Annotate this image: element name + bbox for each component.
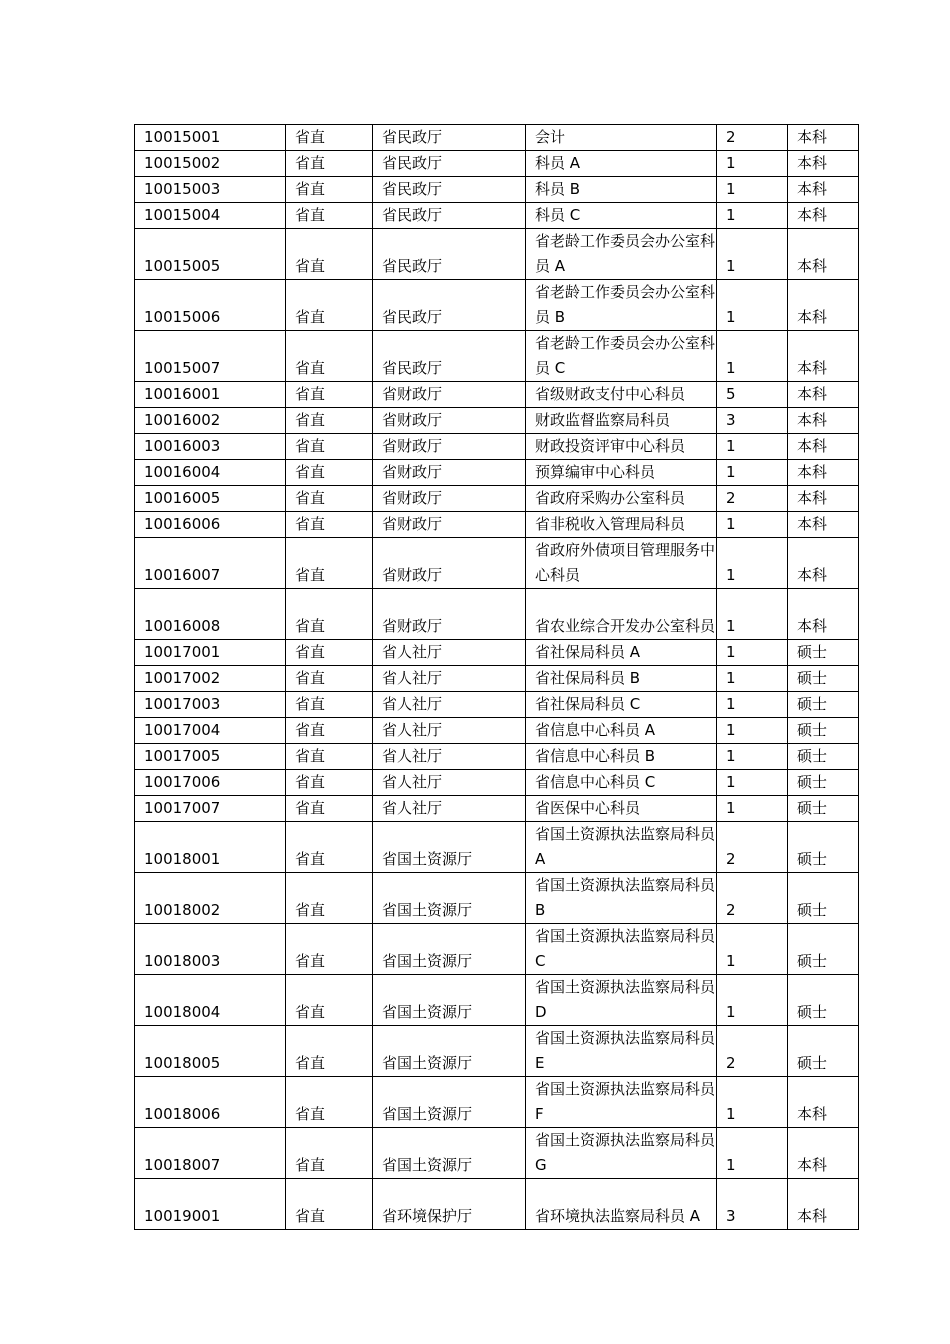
table-row bbox=[135, 229, 859, 280]
job-code-cell: 10016008 bbox=[135, 589, 286, 640]
table-row bbox=[135, 796, 859, 822]
hiring-count-cell: 3 bbox=[717, 1179, 788, 1230]
job-code-cell: 10016005 bbox=[135, 486, 286, 512]
unit-name-cell: 省财政厅 bbox=[373, 460, 526, 486]
position-name-cell: 财政投资评审中心科员 bbox=[526, 434, 717, 460]
position-name-cell: 省政府采购办公室科员 bbox=[526, 486, 717, 512]
job-code-cell: 10017002 bbox=[135, 666, 286, 692]
education-cell: 本科 bbox=[788, 1077, 859, 1128]
table-row bbox=[135, 975, 859, 1026]
education-cell: 硕士 bbox=[788, 796, 859, 822]
education-cell: 硕士 bbox=[788, 822, 859, 873]
hiring-count-cell: 2 bbox=[717, 125, 788, 151]
job-code-cell: 10017001 bbox=[135, 640, 286, 666]
position-name-cell: 省医保中心科员 bbox=[526, 796, 717, 822]
unit-name-cell: 省人社厅 bbox=[373, 796, 526, 822]
unit-name-cell: 省民政厅 bbox=[373, 125, 526, 151]
job-code-cell: 10016004 bbox=[135, 460, 286, 486]
job-code-cell: 10016006 bbox=[135, 512, 286, 538]
department-level-cell: 省直 bbox=[286, 203, 373, 229]
hiring-count-cell: 1 bbox=[717, 538, 788, 589]
unit-name-cell: 省财政厅 bbox=[373, 486, 526, 512]
education-cell: 本科 bbox=[788, 486, 859, 512]
job-code-cell: 10019001 bbox=[135, 1179, 286, 1230]
hiring-count-cell: 1 bbox=[717, 770, 788, 796]
table-row bbox=[135, 434, 859, 460]
position-name-cell: 省社保局科员 A bbox=[526, 640, 717, 666]
department-level-cell: 省直 bbox=[286, 770, 373, 796]
table-row bbox=[135, 1026, 859, 1077]
positions-table bbox=[134, 124, 859, 1230]
table-row bbox=[135, 125, 859, 151]
position-name-cell: 省信息中心科员 A bbox=[526, 718, 717, 744]
education-cell: 本科 bbox=[788, 434, 859, 460]
position-name-cell: 科员 C bbox=[526, 203, 717, 229]
department-level-cell: 省直 bbox=[286, 486, 373, 512]
job-code-cell: 10015004 bbox=[135, 203, 286, 229]
education-cell: 硕士 bbox=[788, 744, 859, 770]
table-row bbox=[135, 589, 859, 640]
job-code-cell: 10018004 bbox=[135, 975, 286, 1026]
position-name-cell: 科员 A bbox=[526, 151, 717, 177]
table-row bbox=[135, 1128, 859, 1179]
hiring-count-cell: 1 bbox=[717, 975, 788, 1026]
department-level-cell: 省直 bbox=[286, 924, 373, 975]
hiring-count-cell: 2 bbox=[717, 873, 788, 924]
job-code-cell: 10018005 bbox=[135, 1026, 286, 1077]
job-code-cell: 10016002 bbox=[135, 408, 286, 434]
job-code-cell: 10015001 bbox=[135, 125, 286, 151]
table-row bbox=[135, 408, 859, 434]
position-name-cell: 省老龄工作委员会办公室科员 C bbox=[526, 331, 717, 382]
job-code-cell: 10015007 bbox=[135, 331, 286, 382]
unit-name-cell: 省民政厅 bbox=[373, 203, 526, 229]
hiring-count-cell: 2 bbox=[717, 1026, 788, 1077]
unit-name-cell: 省环境保护厅 bbox=[373, 1179, 526, 1230]
table-row bbox=[135, 460, 859, 486]
table-row bbox=[135, 1077, 859, 1128]
education-cell: 本科 bbox=[788, 125, 859, 151]
table-body bbox=[135, 125, 859, 1230]
hiring-count-cell: 5 bbox=[717, 382, 788, 408]
hiring-count-cell: 1 bbox=[717, 151, 788, 177]
hiring-count-cell: 1 bbox=[717, 796, 788, 822]
unit-name-cell: 省人社厅 bbox=[373, 744, 526, 770]
education-cell: 硕士 bbox=[788, 975, 859, 1026]
department-level-cell: 省直 bbox=[286, 229, 373, 280]
education-cell: 硕士 bbox=[788, 873, 859, 924]
table-row bbox=[135, 538, 859, 589]
education-cell: 硕士 bbox=[788, 666, 859, 692]
table-row bbox=[135, 203, 859, 229]
table-row bbox=[135, 718, 859, 744]
education-cell: 本科 bbox=[788, 1128, 859, 1179]
position-name-cell: 省社保局科员 B bbox=[526, 666, 717, 692]
education-cell: 本科 bbox=[788, 589, 859, 640]
hiring-count-cell: 2 bbox=[717, 822, 788, 873]
unit-name-cell: 省财政厅 bbox=[373, 512, 526, 538]
position-name-cell: 省社保局科员 C bbox=[526, 692, 717, 718]
department-level-cell: 省直 bbox=[286, 589, 373, 640]
education-cell: 本科 bbox=[788, 203, 859, 229]
department-level-cell: 省直 bbox=[286, 1077, 373, 1128]
hiring-count-cell: 1 bbox=[717, 203, 788, 229]
unit-name-cell: 省财政厅 bbox=[373, 408, 526, 434]
unit-name-cell: 省民政厅 bbox=[373, 331, 526, 382]
education-cell: 本科 bbox=[788, 177, 859, 203]
job-code-cell: 10017005 bbox=[135, 744, 286, 770]
position-name-cell: 省国土资源执法监察局科员 C bbox=[526, 924, 717, 975]
unit-name-cell: 省财政厅 bbox=[373, 382, 526, 408]
hiring-count-cell: 1 bbox=[717, 666, 788, 692]
job-code-cell: 10017003 bbox=[135, 692, 286, 718]
table-row bbox=[135, 177, 859, 203]
position-name-cell: 省国土资源执法监察局科员 E bbox=[526, 1026, 717, 1077]
unit-name-cell: 省民政厅 bbox=[373, 177, 526, 203]
job-code-cell: 10016003 bbox=[135, 434, 286, 460]
position-name-cell: 科员 B bbox=[526, 177, 717, 203]
hiring-count-cell: 1 bbox=[717, 177, 788, 203]
unit-name-cell: 省国土资源厅 bbox=[373, 873, 526, 924]
table-row bbox=[135, 486, 859, 512]
department-level-cell: 省直 bbox=[286, 822, 373, 873]
table-row bbox=[135, 280, 859, 331]
position-name-cell: 财政监督监察局科员 bbox=[526, 408, 717, 434]
department-level-cell: 省直 bbox=[286, 538, 373, 589]
table-row bbox=[135, 873, 859, 924]
position-name-cell: 省国土资源执法监察局科员 B bbox=[526, 873, 717, 924]
hiring-count-cell: 1 bbox=[717, 331, 788, 382]
unit-name-cell: 省财政厅 bbox=[373, 589, 526, 640]
job-code-cell: 10018007 bbox=[135, 1128, 286, 1179]
job-code-cell: 10018002 bbox=[135, 873, 286, 924]
education-cell: 硕士 bbox=[788, 770, 859, 796]
hiring-count-cell: 1 bbox=[717, 434, 788, 460]
position-name-cell: 预算编审中心科员 bbox=[526, 460, 717, 486]
education-cell: 硕士 bbox=[788, 692, 859, 718]
position-name-cell: 省国土资源执法监察局科员 F bbox=[526, 1077, 717, 1128]
department-level-cell: 省直 bbox=[286, 408, 373, 434]
position-name-cell: 省国土资源执法监察局科员 G bbox=[526, 1128, 717, 1179]
department-level-cell: 省直 bbox=[286, 640, 373, 666]
department-level-cell: 省直 bbox=[286, 125, 373, 151]
job-code-cell: 10015005 bbox=[135, 229, 286, 280]
department-level-cell: 省直 bbox=[286, 666, 373, 692]
unit-name-cell: 省国土资源厅 bbox=[373, 1026, 526, 1077]
education-cell: 本科 bbox=[788, 408, 859, 434]
table-row bbox=[135, 692, 859, 718]
hiring-count-cell: 1 bbox=[717, 718, 788, 744]
education-cell: 本科 bbox=[788, 460, 859, 486]
table-row bbox=[135, 666, 859, 692]
table-row bbox=[135, 770, 859, 796]
education-cell: 本科 bbox=[788, 382, 859, 408]
job-code-cell: 10016007 bbox=[135, 538, 286, 589]
position-name-cell: 省环境执法监察局科员 A bbox=[526, 1179, 717, 1230]
hiring-count-cell: 1 bbox=[717, 280, 788, 331]
table-row bbox=[135, 512, 859, 538]
job-code-cell: 10015006 bbox=[135, 280, 286, 331]
position-name-cell: 省老龄工作委员会办公室科员 A bbox=[526, 229, 717, 280]
education-cell: 硕士 bbox=[788, 718, 859, 744]
position-name-cell: 省信息中心科员 B bbox=[526, 744, 717, 770]
department-level-cell: 省直 bbox=[286, 177, 373, 203]
department-level-cell: 省直 bbox=[286, 151, 373, 177]
hiring-count-cell: 1 bbox=[717, 640, 788, 666]
department-level-cell: 省直 bbox=[286, 796, 373, 822]
job-code-cell: 10018006 bbox=[135, 1077, 286, 1128]
position-name-cell: 省政府外债项目管理服务中心科员 bbox=[526, 538, 717, 589]
hiring-count-cell: 1 bbox=[717, 692, 788, 718]
department-level-cell: 省直 bbox=[286, 382, 373, 408]
unit-name-cell: 省人社厅 bbox=[373, 718, 526, 744]
education-cell: 本科 bbox=[788, 280, 859, 331]
education-cell: 硕士 bbox=[788, 640, 859, 666]
unit-name-cell: 省财政厅 bbox=[373, 538, 526, 589]
table-row bbox=[135, 151, 859, 177]
unit-name-cell: 省财政厅 bbox=[373, 434, 526, 460]
unit-name-cell: 省国土资源厅 bbox=[373, 1128, 526, 1179]
department-level-cell: 省直 bbox=[286, 1128, 373, 1179]
department-level-cell: 省直 bbox=[286, 460, 373, 486]
department-level-cell: 省直 bbox=[286, 331, 373, 382]
education-cell: 本科 bbox=[788, 229, 859, 280]
education-cell: 本科 bbox=[788, 151, 859, 177]
position-name-cell: 省国土资源执法监察局科员 D bbox=[526, 975, 717, 1026]
department-level-cell: 省直 bbox=[286, 512, 373, 538]
table-row bbox=[135, 822, 859, 873]
unit-name-cell: 省民政厅 bbox=[373, 229, 526, 280]
unit-name-cell: 省国土资源厅 bbox=[373, 822, 526, 873]
table-row bbox=[135, 382, 859, 408]
table-row bbox=[135, 1179, 859, 1230]
education-cell: 本科 bbox=[788, 538, 859, 589]
job-code-cell: 10016001 bbox=[135, 382, 286, 408]
education-cell: 本科 bbox=[788, 331, 859, 382]
department-level-cell: 省直 bbox=[286, 1179, 373, 1230]
position-name-cell: 省老龄工作委员会办公室科员 B bbox=[526, 280, 717, 331]
unit-name-cell: 省人社厅 bbox=[373, 640, 526, 666]
education-cell: 本科 bbox=[788, 512, 859, 538]
hiring-count-cell: 1 bbox=[717, 512, 788, 538]
hiring-count-cell: 1 bbox=[717, 229, 788, 280]
department-level-cell: 省直 bbox=[286, 692, 373, 718]
hiring-count-cell: 2 bbox=[717, 486, 788, 512]
job-code-cell: 10015003 bbox=[135, 177, 286, 203]
unit-name-cell: 省国土资源厅 bbox=[373, 975, 526, 1026]
unit-name-cell: 省人社厅 bbox=[373, 666, 526, 692]
department-level-cell: 省直 bbox=[286, 718, 373, 744]
unit-name-cell: 省人社厅 bbox=[373, 770, 526, 796]
hiring-count-cell: 1 bbox=[717, 460, 788, 486]
unit-name-cell: 省国土资源厅 bbox=[373, 924, 526, 975]
department-level-cell: 省直 bbox=[286, 280, 373, 331]
education-cell: 硕士 bbox=[788, 1026, 859, 1077]
department-level-cell: 省直 bbox=[286, 975, 373, 1026]
position-name-cell: 省农业综合开发办公室科员 bbox=[526, 589, 717, 640]
job-code-cell: 10017004 bbox=[135, 718, 286, 744]
job-code-cell: 10017007 bbox=[135, 796, 286, 822]
education-cell: 硕士 bbox=[788, 924, 859, 975]
unit-name-cell: 省人社厅 bbox=[373, 692, 526, 718]
table-row bbox=[135, 640, 859, 666]
job-code-cell: 10018001 bbox=[135, 822, 286, 873]
department-level-cell: 省直 bbox=[286, 873, 373, 924]
unit-name-cell: 省国土资源厅 bbox=[373, 1077, 526, 1128]
position-name-cell: 省非税收入管理局科员 bbox=[526, 512, 717, 538]
department-level-cell: 省直 bbox=[286, 1026, 373, 1077]
position-name-cell: 会计 bbox=[526, 125, 717, 151]
hiring-count-cell: 3 bbox=[717, 408, 788, 434]
hiring-count-cell: 1 bbox=[717, 1128, 788, 1179]
unit-name-cell: 省民政厅 bbox=[373, 151, 526, 177]
position-name-cell: 省级财政支付中心科员 bbox=[526, 382, 717, 408]
hiring-count-cell: 1 bbox=[717, 589, 788, 640]
hiring-count-cell: 1 bbox=[717, 1077, 788, 1128]
job-code-cell: 10015002 bbox=[135, 151, 286, 177]
hiring-count-cell: 1 bbox=[717, 924, 788, 975]
table-row bbox=[135, 331, 859, 382]
table-row bbox=[135, 924, 859, 975]
hiring-count-cell: 1 bbox=[717, 744, 788, 770]
position-name-cell: 省国土资源执法监察局科员 A bbox=[526, 822, 717, 873]
table-row bbox=[135, 744, 859, 770]
department-level-cell: 省直 bbox=[286, 434, 373, 460]
position-name-cell: 省信息中心科员 C bbox=[526, 770, 717, 796]
job-code-cell: 10017006 bbox=[135, 770, 286, 796]
job-code-cell: 10018003 bbox=[135, 924, 286, 975]
education-cell: 本科 bbox=[788, 1179, 859, 1230]
unit-name-cell: 省民政厅 bbox=[373, 280, 526, 331]
department-level-cell: 省直 bbox=[286, 744, 373, 770]
